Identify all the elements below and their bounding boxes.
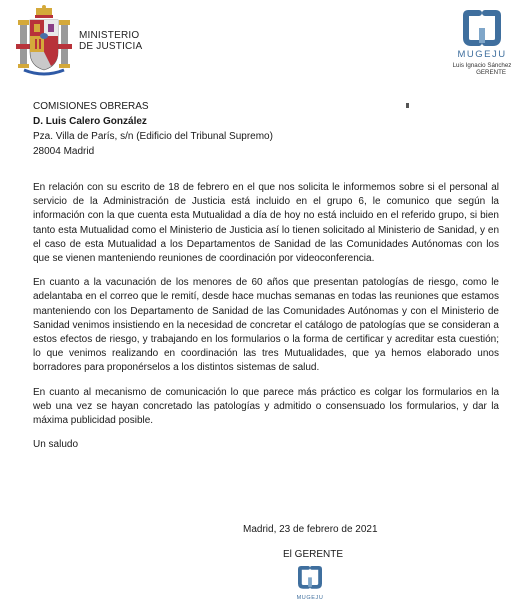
mugeju-logo-text: MUGEJU bbox=[457, 49, 507, 60]
mugeju-signature-stamp bbox=[296, 566, 324, 601]
ministry-line-2: DE JUSTICIA bbox=[79, 41, 143, 52]
body-paragraph-2: En cuanto a la vacunación de los menores de 60 años que presentan patologías de riesgo, como le adelantaba en el correo que le remití, desde hace muchas semanas en todas las reuniones que estamos manteniendo con los Departamento de Sanidad de las Comunidades Autónomas y con el Ministerio de Sanidad venimos insistiendo en la necesidad de concretar el catálogo de patologías que se consideran a estos efectos de riesgo, y trabajando en los formularios o la forma de certificar y acreditar esta cuestión; lo que venimos realizando en coordinación las tres Mutualidades, que ya hemos elaborado unos borradores para proponérselos a los distintos sistemas de salud. bbox=[33, 277, 499, 374]
mugeju-header-logo bbox=[452, 10, 512, 76]
ministry-name bbox=[79, 30, 142, 52]
recipient-address-block bbox=[33, 99, 273, 159]
scan-mark bbox=[406, 103, 409, 108]
manager-name: Luis Ignacio Sánchez bbox=[452, 62, 512, 69]
recipient-name: D. Luis Calero González bbox=[33, 116, 147, 127]
body-closing: Un saludo bbox=[33, 439, 79, 451]
letter-date: Madrid, 23 de febrero de 2021 bbox=[243, 524, 378, 535]
manager-role: GERENTE bbox=[476, 69, 506, 76]
mugeju-stamp-icon bbox=[298, 566, 322, 590]
signer-title: El GERENTE bbox=[283, 549, 344, 560]
recipient-organization: COMISIONES OBRERAS bbox=[33, 101, 149, 112]
recipient-city: 28004 Madrid bbox=[33, 146, 95, 157]
letter-body bbox=[33, 181, 499, 462]
mugeju-logo-icon bbox=[463, 10, 501, 48]
body-paragraph-1: En relación con su escrito de 18 de febrero en el que nos solicita le informemos sobre si el personal al servicio de la Administración de Justicia está incluido en el grupo 6, le comunico que según la información con la que cuenta esta Mutualidad a día de hoy no está incluido en el referido grupo, si bien tanto esta Mutualidad como el Ministerio de Justicia así lo tienen solicitado al Ministerio de Sanidad, y en el caso de esta Mutualidad a los Departamentos de Sanidad de las Comunidades Autónomas con los que se vienen manteniendo reuniones de coordinación por videoconferencia. bbox=[33, 182, 499, 265]
recipient-address: Pza. Villa de París, s/n (Edificio del Tribunal Supremo) bbox=[33, 131, 273, 142]
coat-of-arms-logo bbox=[14, 4, 74, 80]
body-paragraph-3: En cuanto al mecanismo de comunicación lo que parece más práctico es colgar los formularios en la web una vez se hayan concretado las patologías y admitido o consensuado los formularios, y dar la máxima publicidad posible. bbox=[33, 386, 499, 427]
ministry-line-1: MINISTERIO bbox=[79, 30, 140, 41]
stamp-text: MUGEJU bbox=[296, 595, 324, 601]
